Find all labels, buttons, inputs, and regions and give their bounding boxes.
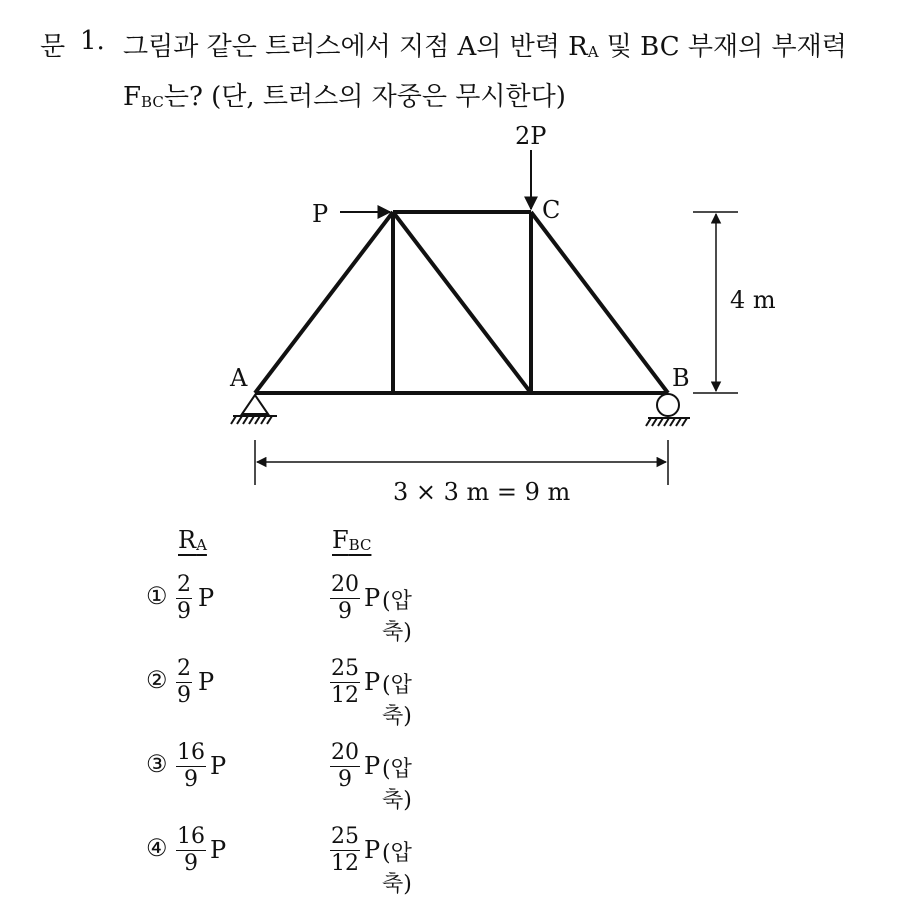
ra-variable: P — [210, 836, 227, 864]
header-fbc-main: F — [332, 526, 349, 554]
question-text-rest: 및 BC 부재의 부재력 — [598, 32, 847, 62]
fbc-variable: P — [364, 836, 381, 864]
node-a-label: A — [230, 364, 248, 392]
load-2p-label: 2P — [515, 122, 547, 150]
fbc-fraction — [330, 824, 360, 877]
member-a-top-left — [255, 212, 393, 393]
question-prefix: 문 — [40, 32, 66, 62]
ra-fraction — [176, 824, 206, 877]
fbc-fraction — [330, 572, 360, 625]
fbc-fraction — [330, 740, 360, 793]
ra-denominator: 9 — [177, 599, 191, 624]
fbc-note: (압축) — [382, 757, 412, 813]
header-ra-main: R — [178, 526, 197, 554]
question-fbc-main: F — [123, 82, 142, 112]
header-fbc-sub: BC — [348, 536, 372, 554]
ra-fraction — [176, 572, 192, 625]
node-b-label: B — [672, 364, 690, 392]
load-p-label: P — [312, 200, 329, 228]
option-mark: ③ — [146, 750, 168, 778]
fbc-fraction — [330, 656, 360, 709]
ra-variable: P — [210, 752, 227, 780]
fbc-numerator: 25 — [331, 656, 359, 681]
ra-denominator: 9 — [177, 683, 191, 708]
ra-variable: P — [198, 668, 215, 696]
fbc-numerator: 20 — [331, 572, 359, 597]
fbc-numerator: 25 — [331, 824, 359, 849]
height-dimension-label: 4 m — [730, 286, 776, 314]
ra-numerator: 2 — [177, 656, 191, 681]
fbc-denominator: 9 — [338, 599, 352, 624]
question-fbc-subscript: BC — [141, 93, 164, 111]
header-ra — [178, 526, 207, 554]
ra-numerator: 2 — [177, 572, 191, 597]
question-text-line2-rest: 는? (단, 트러스의 자중은 무시한다) — [163, 82, 566, 112]
header-ra-sub: A — [196, 536, 207, 554]
question-text-main: 그림과 같은 트러스에서 지점 A의 반력 R — [123, 32, 588, 62]
question-number: 1. — [80, 26, 105, 56]
fbc-note: (압축) — [382, 673, 412, 729]
pin-support-a — [231, 395, 277, 424]
fbc-note: (압축) — [382, 589, 412, 645]
span-dimension-label: 3 × 3 m = 9 m — [393, 478, 571, 506]
ra-numerator: 16 — [177, 824, 205, 849]
fbc-numerator: 20 — [331, 740, 359, 765]
option-mark: ② — [146, 666, 168, 694]
fbc-denominator: 9 — [338, 767, 352, 792]
ra-denominator: 9 — [184, 851, 198, 876]
roller-support-b — [646, 394, 690, 426]
fbc-variable: P — [364, 668, 381, 696]
fbc-variable: P — [364, 584, 381, 612]
diagonal-middle — [393, 212, 531, 393]
fbc-denominator: 12 — [331, 851, 359, 876]
truss-members — [255, 212, 668, 393]
ra-variable: P — [198, 584, 215, 612]
fbc-variable: P — [364, 752, 381, 780]
member-c-b — [531, 212, 668, 393]
ra-numerator: 16 — [177, 740, 205, 765]
ra-fraction — [176, 740, 206, 793]
option-mark: ④ — [146, 834, 168, 862]
option-mark: ① — [146, 582, 168, 610]
ra-fraction — [176, 656, 192, 709]
fbc-denominator: 12 — [331, 683, 359, 708]
fbc-note: (압축) — [382, 841, 412, 897]
node-c-label: C — [542, 196, 561, 224]
header-fbc — [332, 526, 371, 554]
ra-denominator: 9 — [184, 767, 198, 792]
question-ra-subscript: A — [587, 43, 599, 61]
